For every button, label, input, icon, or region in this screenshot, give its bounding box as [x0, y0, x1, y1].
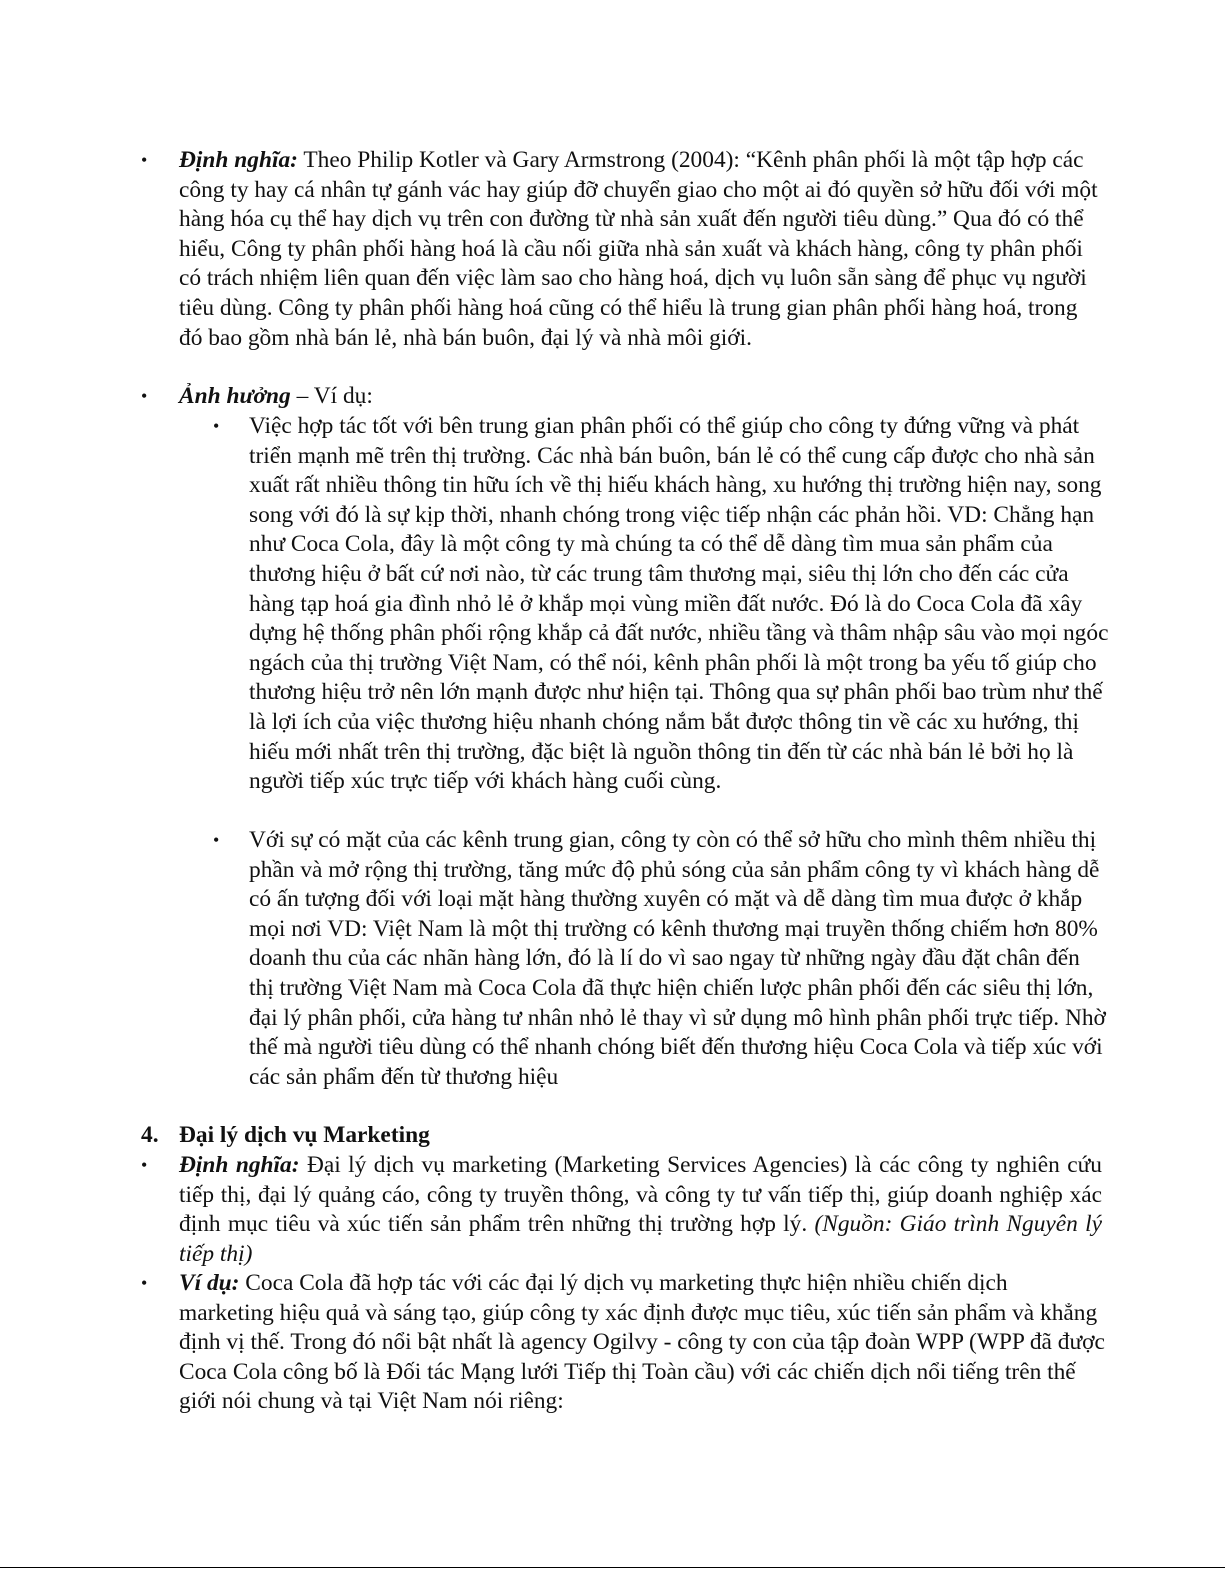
bullet-marker: •: [141, 386, 148, 406]
example-text: Coca Cola đã hợp tác với các đại lý dịch vụ marketing thực hiện nhiều chiến dịch marketing hiệu quả và sáng tạo, giúp công ty xác định được mục tiêu, xúc tiến sản phẩm và khẳng định vị thế. Trong đó nổi bật nhất là agency Ogilvy - công ty con của tập đoàn WPP (WPP đã được Coca Cola công bố là Đối tác Mạng lưới Tiếp thị Toàn cầu) với các chiến dịch nổi tiếng trên thế giới nói chung và tại Việt Nam nói riêng:: [179, 1270, 1105, 1415]
definition-paragraph: [179, 146, 1105, 353]
impact-heading: [179, 382, 1105, 412]
bullet-marker: •: [141, 150, 148, 170]
section-number: 4.: [141, 1122, 159, 1148]
impact-text: – Ví dụ:: [290, 383, 373, 409]
sub-bullet-marker: •: [213, 830, 220, 850]
definition-label: Định nghĩa:: [179, 147, 298, 173]
bullet-marker: •: [141, 1273, 148, 1293]
definition-text: Theo Philip Kotler và Gary Armstrong (2004): “Kênh phân phối là một tập hợp các công ty hay cá nhân tự gánh vác hay giúp đỡ chuyển giao cho một ai đó quyền sở hữu đối với một hàng hóa cụ thể hay dịch vụ trên con đường từ nhà sản xuất đến người tiêu dùng.” Qua đó có thể hiểu, Công ty phân phối hàng hoá là cầu nối giữa nhà sản xuất và khách hàng, công ty phân phối có trách nhiệm liên quan đến việc làm sao cho hàng hoá, dịch vụ luôn sẵn sàng để phục vụ người tiêu dùng. Công ty phân phối hàng hoá cũng có thể hiểu là trung gian phân phối hàng hoá, trong đó bao gồm nhà bán lẻ, nhà bán buôn, đại lý và nhà môi giới.: [179, 147, 1098, 351]
example-paragraph: [179, 1269, 1105, 1417]
source-citation: (Nguồn: Giáo trình Nguyên lý tiếp thị): [179, 1211, 1102, 1267]
page-bottom-divider: [0, 1567, 1225, 1568]
impact-sub-paragraph-2: Với sự có mặt của các kênh trung gian, công ty còn có thể sở hữu cho mình thêm nhiều thị phần và mở rộng thị trường, tăng mức độ phủ sóng của sản phẩm công ty vì khách hàng dễ có ấn tượng đối với loại mặt hàng thường xuyên có mặt và dễ dàng tìm mua được ở khắp mọi nơi VD: Việt Nam là một thị trường có kênh thương mại truyền thống chiếm hơn 80% doanh thu của các nhãn hàng lớn, đó là lí do vì sao ngay từ những ngày đầu đặt chân đến thị trường Việt Nam mà Coca Cola đã thực hiện chiến lược phân phối đến các siêu thị lớn, đại lý phân phối, cửa hàng tư nhân nhỏ lẻ thay vì sử dụng mô hình phân phối trực tiếp. Nhờ thế mà người tiêu dùng có thể nhanh chóng biết đến thương hiệu Coca Cola và tiếp xúc với các sản phẩm đến từ thương hiệu: [249, 827, 1106, 1090]
agency-definition-label: Định nghĩa:: [179, 1152, 300, 1178]
bullet-marker: •: [141, 1155, 148, 1175]
sub-bullet-marker: •: [213, 416, 220, 436]
impact-label: Ảnh hưởng: [179, 383, 291, 409]
section-title: Đại lý dịch vụ Marketing: [179, 1122, 430, 1148]
agency-definition-paragraph: [179, 1151, 1102, 1269]
example-label: Ví dụ:: [179, 1270, 240, 1296]
agency-definition-text: Đại lý dịch vụ marketing (Marketing Services Agencies) là các công ty nghiên cứu tiếp thị, đại lý quảng cáo, công ty truyền thông, và công ty tư vấn tiếp thị, giúp doanh nghiệp xác định mục tiêu và xúc tiến sản phẩm trên những thị trường hợp lý.: [179, 1152, 1102, 1238]
impact-sub-paragraph-1: Việc hợp tác tốt với bên trung gian phân phối có thể giúp cho công ty đứng vững và phát triển mạnh mẽ trên thị trường. Các nhà bán buôn, bán lẻ có thể cung cấp được cho nhà sản xuất rất nhiều thông tin hữu ích về thị hiếu khách hàng, xu hướng thị trường hiện nay, song song với đó là sự kịp thời, nhanh chóng trong việc tiếp nhận các phản hồi. VD: Chẳng hạn như Coca Cola, đây là một công ty mà chúng ta có thể dễ dàng tìm mua sản phẩm của thương hiệu ở bất cứ nơi nào, từ các trung tâm thương mại, siêu thị lớn cho đến các cửa hàng tạp hoá gia đình nhỏ lẻ ở khắp mọi vùng miền đất nước. Đó là do Coca Cola đã xây dựng hệ thống phân phối rộng khắp cả đất nước, nhiều tầng và thâm nhập sâu vào mọi ngóc ngách của thị trường Việt Nam, có thể nói, kênh phân phối là một trong ba yếu tố giúp cho thương hiệu trở nên lớn mạnh được như hiện tại. Thông qua sự phân phối bao trùm như thế là lợi ích của việc thương hiệu nhanh chóng nắm bắt được thông tin về các xu hướng, thị hiếu mới nhất trên thị trường, đặc biệt là nguồn thông tin đến từ các nhà bán lẻ bởi họ là người tiếp xúc trực tiếp với khách hàng cuối cùng.: [249, 413, 1109, 795]
